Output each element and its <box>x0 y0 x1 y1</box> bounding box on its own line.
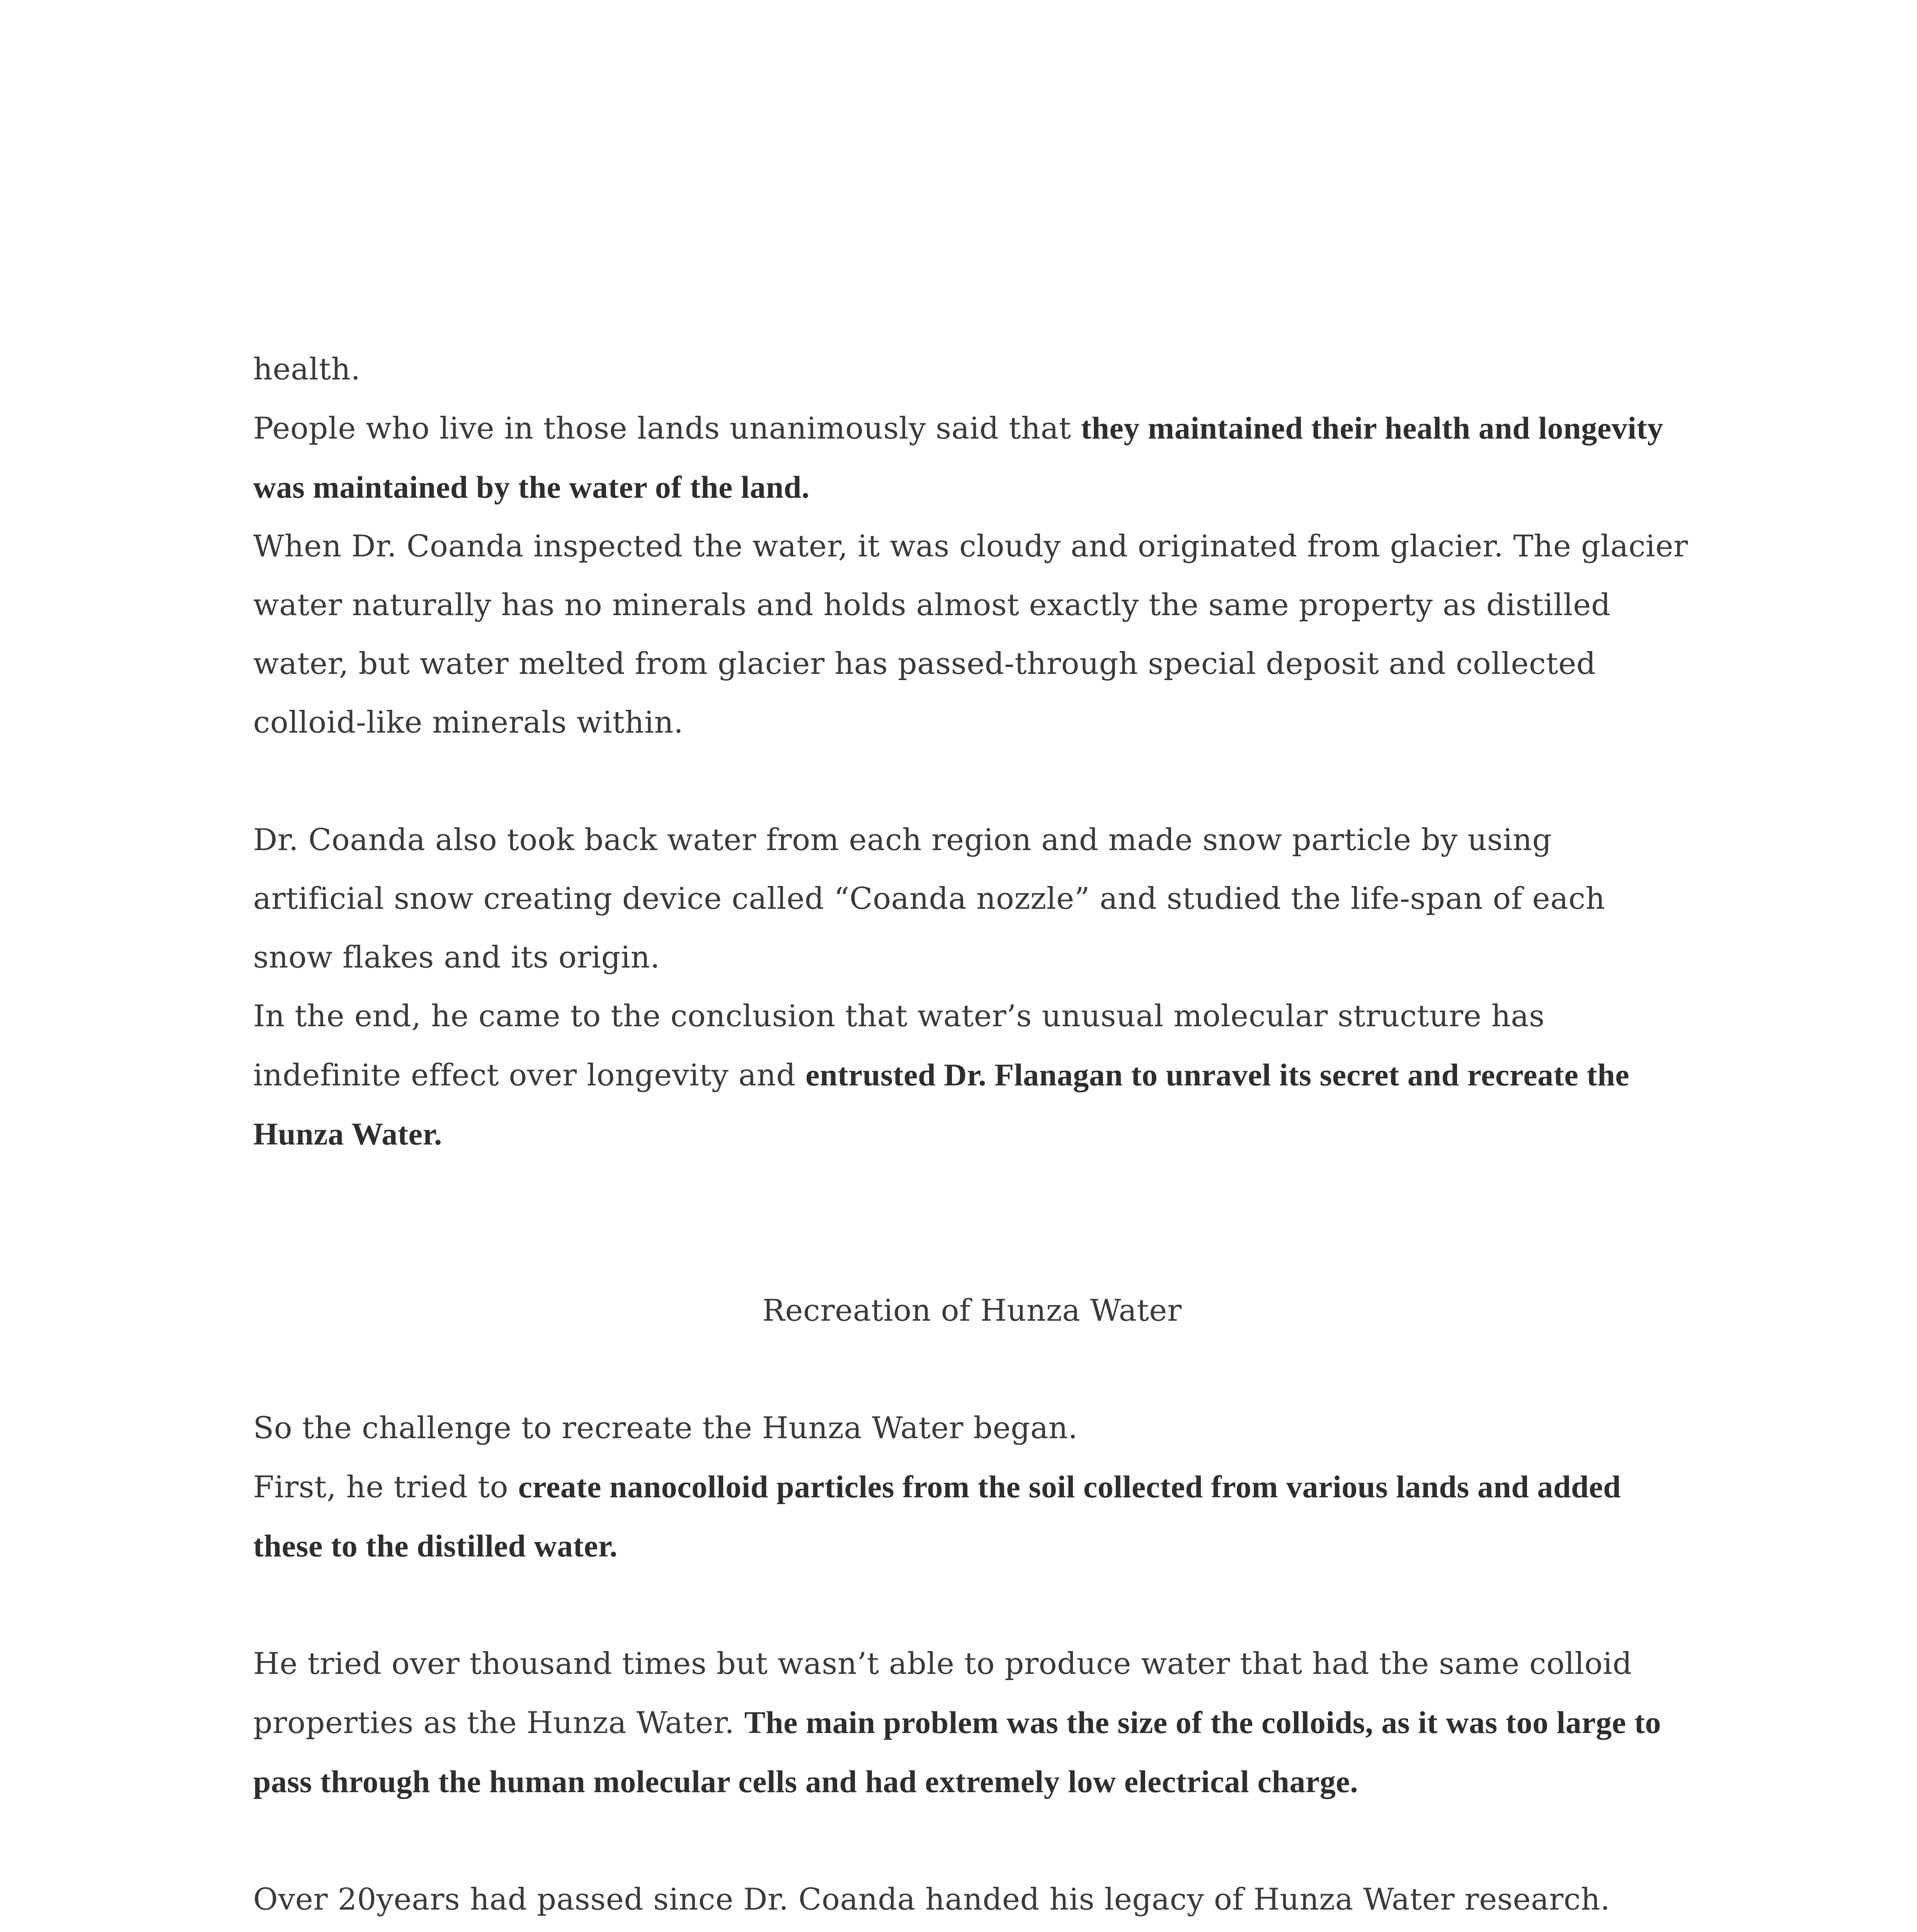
paragraph-gap <box>253 1811 1691 1870</box>
paragraph-health: health. <box>253 352 361 387</box>
bold-text: entrusted Dr. Flanagan to unravel its secret and recreate the Hunza Water. <box>253 1057 1629 1151</box>
section-gap <box>253 1164 1691 1281</box>
paragraph-twenty-years: Over 20years had passed since Dr. Coanda handed his legacy of Hunza Water research. <box>253 1882 1610 1917</box>
paragraph-conclusion: In the end, he came to the conclusion that water’s unusual molecular structure has indefinite effect over longevity and entrusted Dr. Flanagan to unravel its secret and recreate the Hunza Water. <box>253 999 1629 1151</box>
paragraph-people-longevity: People who live in those lands unanimously said that they maintained their health and longevity was maintained by the water of the land. <box>253 410 1663 505</box>
paragraph-challenge: So the challenge to recreate the Hunza Water began. <box>253 1411 1078 1446</box>
document-page <box>253 340 1691 1932</box>
paragraph-glacier-water: When Dr. Coanda inspected the water, it was cloudy and originated from glacier. The glacier water naturally has no minerals and holds almost exactly the same property as distilled water, but water melted from glacier has passed-through special deposit and collected colloid-like minerals within. <box>253 529 1688 740</box>
bold-text: create nanocolloid particles from the soil collected from various lands and added these to the distilled water. <box>253 1469 1621 1563</box>
bold-text: The main problem was the size of the colloids, as it was too large to pass through the human molecular cells and had extremely low electrical charge. <box>253 1705 1661 1799</box>
section-heading: Recreation of Hunza Water <box>762 1293 1182 1328</box>
bold-text: they maintained their health and longevity was maintained by the water of the land. <box>253 410 1663 505</box>
paragraph-nanocolloid: First, he tried to create nanocolloid particles from the soil collected from various lands and added these to the distilled water. <box>253 1469 1621 1563</box>
paragraph-gap <box>253 1340 1691 1399</box>
paragraph-gap <box>253 1576 1691 1634</box>
paragraph-gap <box>253 752 1691 811</box>
paragraph-coanda-nozzle: Dr. Coanda also took back water from each region and made snow particle by using artificial snow creating device called “Coanda nozzle” and studied the life-span of each snow flakes and its origin. <box>253 823 1605 975</box>
paragraph-thousand-times: He tried over thousand times but wasn’t able to produce water that had the same colloid properties as the Hunza Water. The main problem was the size of the colloids, as it was too large to pass through the human molecular cells and had extremely low electrical charge. <box>253 1646 1661 1799</box>
